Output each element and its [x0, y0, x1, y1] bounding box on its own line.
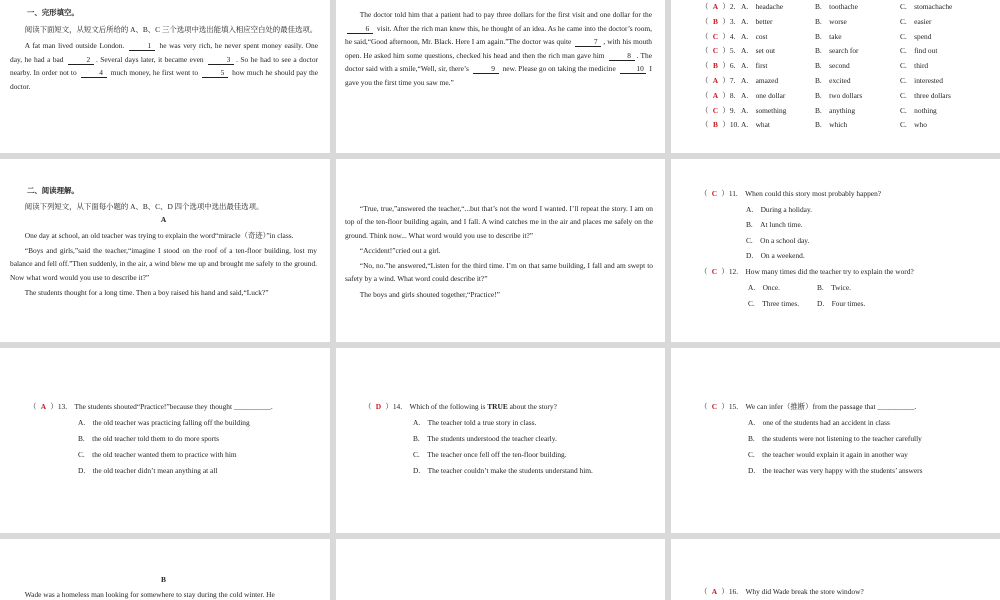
answer-mark-15: C	[711, 402, 718, 411]
page-blank	[336, 539, 665, 600]
passage-a	[10, 229, 317, 300]
option-a: A. The teacher told a true story in class.	[413, 418, 537, 427]
cloze-text: . So he had to see a doctor nearby. In order not to	[10, 54, 318, 78]
option-c: C. the teacher would explain it again in another way	[748, 450, 908, 459]
answer-mark: C	[712, 46, 719, 56]
passage-paragraph: One day at school, an old teacher was trying to explain the word“miracle（奇迹）”in class.	[24, 230, 294, 240]
option-d: D. On a weekend.	[746, 251, 805, 260]
question-13: （ A ）13. The students shouted“Practice!”because they thought __________.	[29, 400, 273, 414]
option-a: A. something	[741, 105, 787, 115]
cloze-text: . The doctor said with a smile,“Well, sir, there’s	[345, 50, 652, 74]
question-number: 4	[729, 31, 734, 41]
option-b-text: which	[829, 120, 848, 130]
answer-mark: C	[712, 105, 719, 115]
option-b-text: excited	[829, 75, 851, 85]
option-c: C. Three times.	[748, 299, 800, 308]
answer-mark: A	[712, 2, 719, 11]
page-question-16	[671, 539, 1000, 600]
cloze-blank-5: 5	[202, 68, 228, 78]
cloze-blank-7: 7	[575, 37, 601, 47]
cloze-blank-6: 6	[347, 24, 373, 34]
question-number: 8	[729, 90, 734, 100]
cloze-blank-2: 2	[68, 55, 94, 65]
cloze-text: much money, he first went to	[108, 68, 201, 78]
passage-paragraph: “Boys and girls,”said the teacher,“imagine I stood on the roof of a ten-floor building, lost my balance and fell off.”Then suddenly, in the air, a wind blew me up and brought me safely to the ground. Now what word would you use to describe it?”	[10, 245, 317, 283]
answer-question: （ B ）3.	[701, 15, 735, 30]
option-b: B. Twice.	[817, 283, 851, 292]
cloze-text: how much he should pay the doctor.	[10, 68, 318, 91]
cloze-text: visit. After the rich man knew this, he thought of an idea. As he came into the doctor’s room, he said,“Good afternoon, Mr. Black. Here I am again.”The doctor was quite	[345, 23, 652, 47]
option-c: C. The teacher once fell off the ten-floor building.	[413, 450, 567, 459]
option-a: A. Once.	[748, 283, 781, 292]
option-c-text: interested	[914, 75, 943, 85]
question-number: 6	[729, 61, 734, 71]
cloze-text: he was very rich, he never spent money easily. One day, he had a bad	[10, 41, 318, 64]
option-b: B. excited	[815, 75, 851, 85]
answer-question: （ C ）5.	[701, 44, 735, 59]
option-a: A. During a holiday.	[746, 205, 813, 214]
option-a: A. first	[741, 61, 768, 71]
page-reading-b-1	[0, 539, 330, 600]
page-reading-a-1	[0, 159, 330, 342]
option-c: C. interested	[900, 75, 943, 85]
page-cloze-answers	[671, 0, 1000, 153]
page-reading-a-2	[336, 159, 665, 342]
question-number: 10	[729, 120, 738, 130]
option-a: A. better	[741, 16, 773, 26]
option-c-text: nothing	[914, 105, 937, 115]
option-c-text: find out	[914, 46, 938, 56]
option-a-text: set out	[755, 46, 776, 56]
option-a: A. amazed	[741, 75, 779, 85]
answer-mark: A	[712, 90, 719, 100]
option-b: B. anything	[815, 105, 856, 115]
option-a: A. set out	[741, 46, 776, 56]
cloze-text: , with his mouth open. He asked him some questions, checked his head and then the rich man gave him	[345, 37, 653, 60]
option-a-text: one dollar	[755, 90, 786, 100]
option-a-text: something	[755, 105, 787, 115]
option-b: B. second	[815, 61, 850, 71]
question-number: 2	[729, 2, 734, 11]
answer-mark-14: D	[375, 402, 382, 411]
question-stem: 12. How many times did the teacher try to explain the word?	[728, 267, 914, 276]
option-a-text: first	[755, 61, 768, 71]
question-14: （ D ）14. Which of the following is TRUE about the story?	[364, 400, 557, 414]
option-d: D. The teacher couldn’t make the students understand him.	[413, 466, 593, 475]
section-title-cloze: 一、完形填空。	[27, 8, 79, 17]
option-a: A. cost	[741, 31, 768, 41]
option-b: B. toothache	[815, 2, 858, 11]
cloze-blank-4: 4	[81, 68, 107, 78]
option-d: D. Four times.	[817, 299, 866, 308]
question-15: （ C ）15. We can infer（推断）from the passage that __________.	[700, 400, 916, 414]
passage-b-paragraph: Wade was a homeless man looking for somewhere to stay during the cold winter. He	[24, 589, 275, 599]
passage-a-continued	[345, 202, 653, 302]
answer-mark-16: A	[711, 587, 718, 596]
option-a-text: better	[755, 16, 773, 26]
answer-question: （ C ）4.	[701, 30, 735, 45]
passage-paragraph: The boys and girls shouted together,“Practice!”	[359, 289, 500, 299]
option-b-text: toothache	[829, 2, 858, 11]
answer-mark: A	[712, 75, 719, 85]
question-stem-post: about the story?	[507, 402, 557, 411]
question-stem: 11. When could this story most probably happen?	[728, 189, 882, 198]
option-c: C. nothing	[900, 105, 937, 115]
option-b-text: take	[829, 31, 842, 41]
option-a-text: amazed	[755, 75, 779, 85]
answer-question: （ B ）6.	[701, 59, 735, 74]
option-b: B. worse	[815, 16, 847, 26]
passage-paragraph: “Accident!”cried out a girl.	[359, 245, 441, 255]
option-a: A. one dollar	[741, 90, 786, 100]
option-a: A. one of the students had an accident in class	[748, 418, 890, 427]
cloze-blank-10: 10	[620, 64, 646, 74]
option-a: A. the old teacher was practicing falling off the building	[78, 418, 250, 427]
option-c-text: stomachache	[914, 2, 953, 11]
cloze-blank-9: 9	[473, 64, 499, 74]
option-b: B. the students were not listening to the teacher carefully	[748, 434, 922, 443]
question-number: 7	[729, 75, 734, 85]
option-c: C. three dollars	[900, 90, 951, 100]
option-c: C. easier	[900, 16, 932, 26]
question-number: 9	[729, 105, 734, 115]
option-c-text: spend	[914, 31, 932, 41]
question-stem-emphasis: TRUE	[487, 402, 508, 411]
option-b: B. search for	[815, 46, 859, 56]
passage-b-heading: B	[161, 575, 166, 584]
cloze-text: A fat man lived outside London.	[24, 41, 127, 51]
answer-mark: B	[712, 16, 718, 26]
option-a-text: cost	[755, 31, 768, 41]
question-number: 3	[729, 16, 734, 26]
answer-mark: B	[712, 61, 718, 71]
section-instruction-reading: 阅读下列短文，从下面每小题的 A、B、C、D 四个选项中选出最佳选项。	[24, 201, 264, 211]
cloze-text: I gave you the first time you saw me.”	[345, 64, 653, 87]
cloze-blank-8: 8	[609, 51, 635, 61]
page-question-15	[671, 348, 1000, 533]
option-d: D. the teacher was very happy with the students’ answers	[748, 466, 923, 475]
option-b-text: two dollars	[829, 90, 863, 100]
question-stem-pre: 14. Which of the following is	[392, 402, 488, 411]
passage-a-heading: A	[160, 215, 167, 225]
answer-mark-12: C	[711, 267, 718, 276]
option-b: B. At lunch time.	[746, 220, 803, 229]
option-a: A. headache	[741, 2, 784, 11]
answer-question: （ A ）8.	[701, 89, 735, 104]
option-c-text: third	[914, 61, 929, 71]
option-c-text: three dollars	[914, 90, 951, 100]
answer-question: （ B ）10.	[701, 118, 739, 133]
option-c: C. third	[900, 61, 929, 71]
option-c: C. the old teacher wanted them to practice with him	[78, 450, 237, 459]
answer-mark-11: C	[711, 189, 718, 198]
cloze-text: new. Please go on taking the medicine	[500, 64, 618, 74]
option-a-text: headache	[755, 2, 784, 11]
answer-mark-13: A	[40, 402, 47, 411]
cloze-text: The doctor told him that a patient had to pay three dollars for the first visit and one dollar for the	[359, 10, 652, 19]
cloze-paragraph-1	[10, 39, 318, 93]
option-c-text: who	[914, 120, 927, 130]
cloze-paragraph-2	[345, 8, 652, 90]
option-b-text: search for	[829, 46, 859, 56]
answer-question: （ A ）2.	[701, 0, 735, 15]
question-16: （ A ）16. Why did Wade break the store window?	[700, 585, 864, 599]
option-b: B. the old teacher told them to do more sports	[78, 434, 220, 443]
question-number: 5	[729, 46, 734, 56]
cloze-text: . Several days later, it became even	[95, 54, 207, 64]
page-cloze-passage-1	[0, 0, 330, 153]
answer-mark: C	[712, 31, 719, 41]
passage-paragraph: The students thought for a long time. Then a boy raised his hand and said,“Luck?”	[24, 288, 269, 298]
option-c-text: easier	[914, 16, 932, 26]
question-12: （ C ）12. How many times did the teacher try to explain the word?	[700, 265, 914, 279]
option-a-text: what	[755, 120, 770, 130]
page-question-13	[0, 348, 330, 533]
passage-paragraph: “No, no.”he answered,“Listen for the third time. I’m on that same building, I fall and am swept to safety by a wind. What word could describe it?”	[345, 260, 653, 284]
option-c: C. On a school day.	[746, 236, 810, 245]
option-b: B. take	[815, 31, 842, 41]
option-c: C. who	[900, 120, 927, 130]
option-b-text: anything	[829, 105, 856, 115]
option-c: C. find out	[900, 46, 938, 56]
cloze-blank-1: 1	[129, 41, 155, 51]
option-c: C. spend	[900, 31, 932, 41]
page-question-14	[336, 348, 665, 533]
passage-paragraph: “True, true,”answered the teacher,“...but that’s not the word I wanted. I’ll repeat the story. I am on top of the ten-floor building again, and I fall. A wind catches me in the air and places me safely on the ground. Think now... What word would you use to describe it?”	[345, 203, 653, 240]
option-b: B. which	[815, 120, 848, 130]
question-stem: 16. Why did Wade break the store window?	[728, 587, 864, 596]
option-a: A. what	[741, 120, 770, 130]
question-11: （ C ）11. When could this story most probably happen?	[700, 187, 881, 201]
answer-question: （ A ）7.	[701, 74, 735, 89]
option-b: B. The students understood the teacher clearly.	[413, 434, 557, 443]
cloze-blank-3: 3	[208, 55, 234, 65]
option-b-text: second	[829, 61, 850, 71]
question-stem: 15. We can infer（推断）from the passage that __________.	[728, 402, 917, 411]
option-b: B. two dollars	[815, 90, 863, 100]
question-stem: 13. The students shouted“Practice!”because they thought __________.	[57, 402, 273, 411]
option-d: D. the old teacher didn’t mean anything at all	[78, 466, 218, 475]
answer-mark: B	[712, 120, 718, 130]
section-instruction-cloze: 阅读下面短文，从短文后所给的 A、B、C 三个选项中选出能填入相应空白处的最佳选项。	[24, 24, 318, 34]
page-questions-11-12	[671, 159, 1000, 342]
section-title-reading: 二、阅读理解。	[27, 186, 79, 195]
option-c: C. stomachache	[900, 2, 953, 11]
page-cloze-passage-2	[336, 0, 665, 153]
option-b-text: worse	[829, 16, 847, 26]
answer-question: （ C ）9.	[701, 104, 735, 119]
